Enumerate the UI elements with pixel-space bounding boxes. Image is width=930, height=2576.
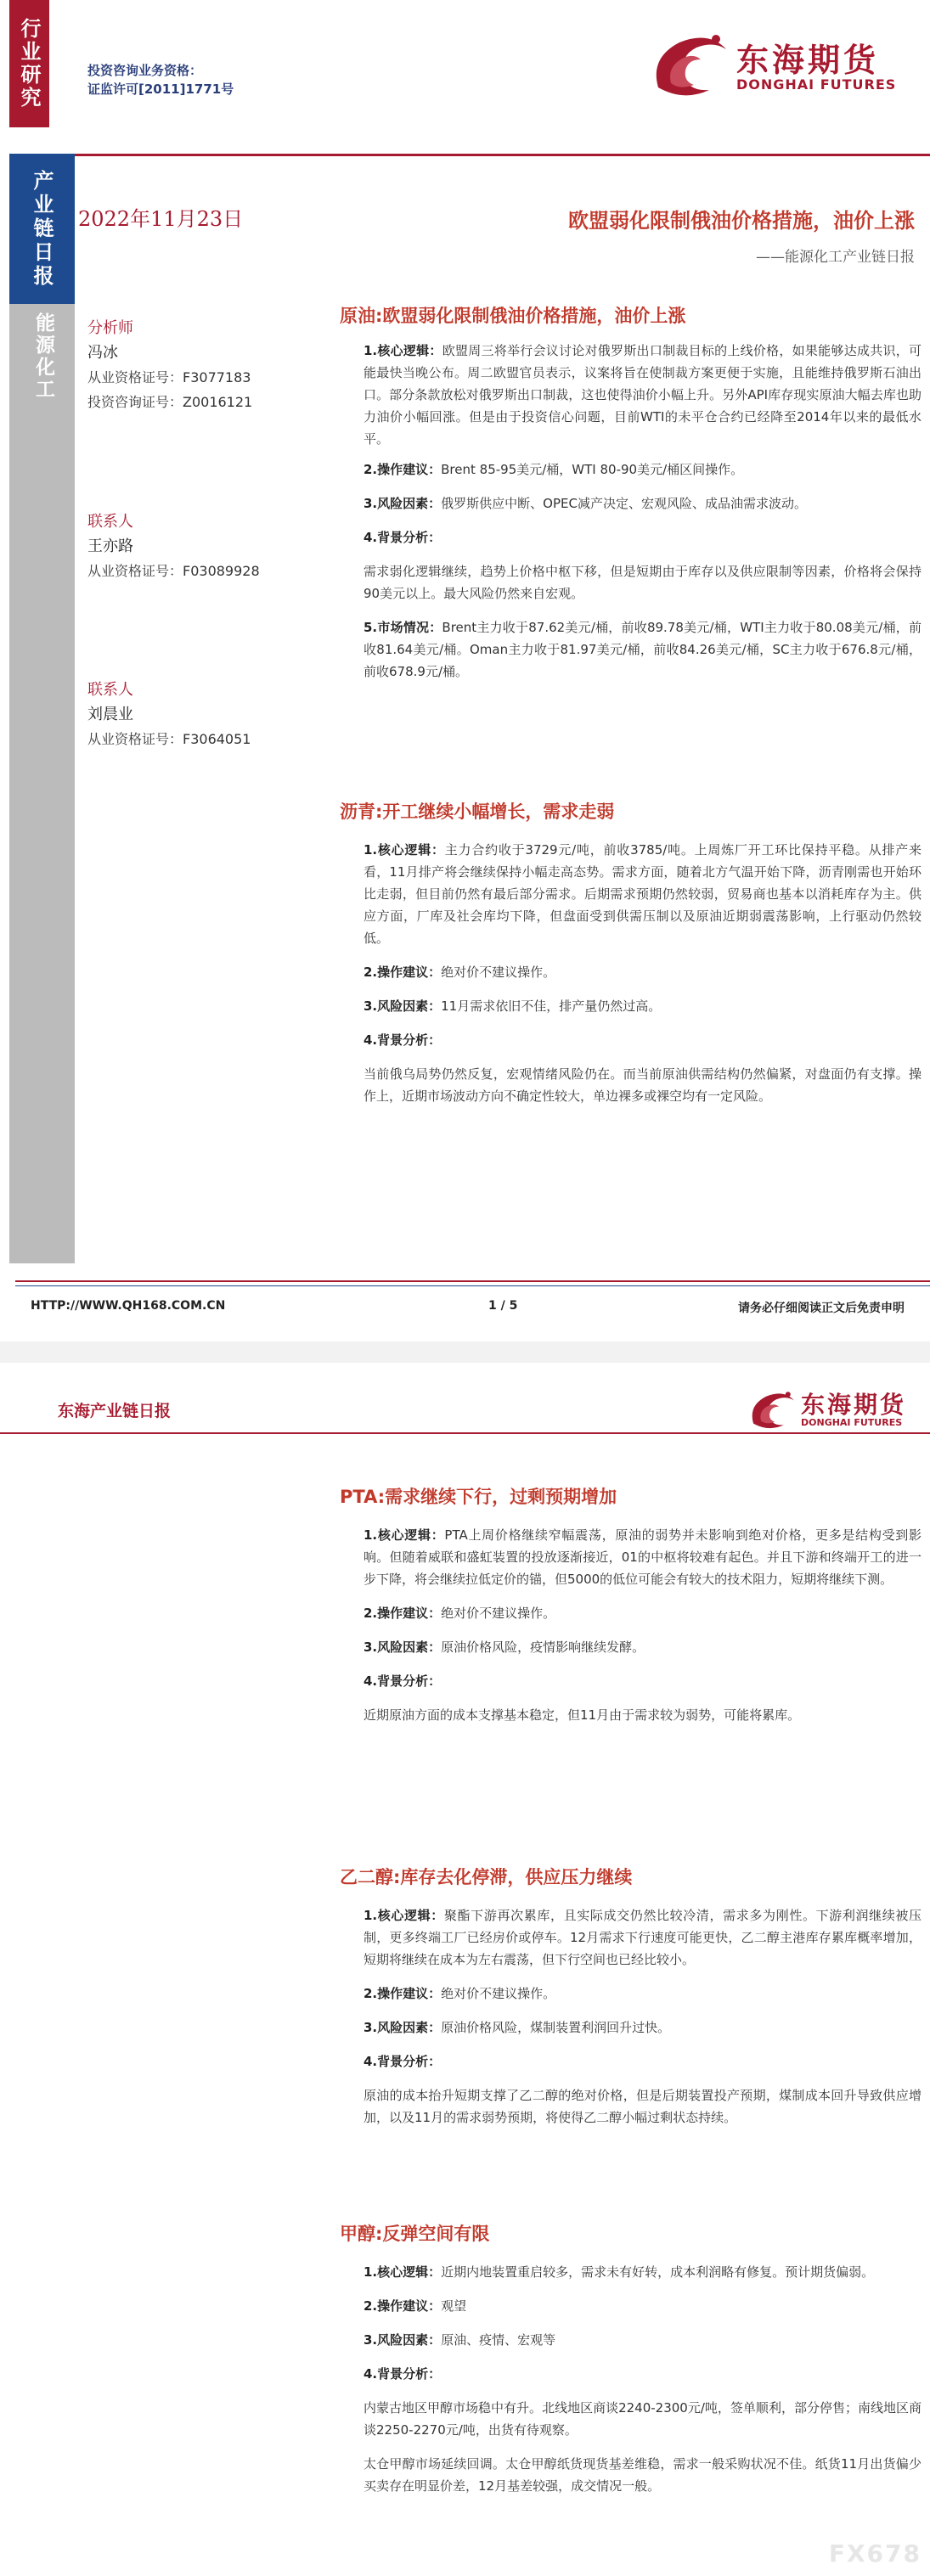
header-divider	[75, 154, 930, 156]
page-number: 1 / 5	[488, 1299, 518, 1313]
risk-factors	[340, 995, 922, 1017]
report-date: 2022年11月23日	[78, 207, 244, 231]
contact-name: 刘晨业	[87, 706, 133, 723]
core-logic-text: PTA上周价格继续窄幅震荡，原油的弱势并未影响到绝对价格，更多是结构受到影响。但随着威联和盛虹装置的投放逐渐接近，01的中枢将较难有起色。并且下游和终端开工的进一步下降，将会继续拉低定价的锚，但5000的低位可能会有较大的技术阻力，短期将继续下测。	[364, 1527, 922, 1587]
section-title: 沥青:开工继续小幅增长，需求走弱	[340, 801, 615, 822]
market-situation-text: Brent主力收于87.62美元/桶，前收89.78美元/桶，WTI主力收于80.08美元/桶，前收81.64美元/桶。Oman主力收于81.97美元/桶，前收84.26美元/桶，SC主力收于676.8元/桶，前收678.9元/桶。	[364, 620, 922, 679]
core-logic-text: 近期内地装置重启较多，需求未有好转，成本利润略有修复。预计期货偏弱。	[441, 2264, 875, 2280]
qualification-line: 证监许可[2011]1771号	[87, 82, 234, 97]
operation-advice	[340, 1602, 922, 1624]
donghai-logo	[641, 24, 922, 104]
contact-label: 联系人	[87, 513, 133, 531]
risk-factors-text: 原油价格风险，煤制装置利润回升过快。	[441, 2020, 671, 2035]
cert-number: 从业资格证号：F3077183	[87, 369, 251, 385]
core-logic	[340, 2261, 922, 2283]
risk-factors-text: 原油、疫情、宏观等	[441, 2332, 556, 2348]
market-situation	[340, 616, 922, 683]
watermark: FX678	[828, 2539, 922, 2568]
header-divider	[0, 1432, 930, 1434]
risk-factors-text: 11月需求依旧不佳，排产量仍然过高。	[441, 998, 662, 1014]
operation-advice	[340, 1983, 922, 2005]
background-label: 4.背景分析：	[364, 530, 442, 545]
meg-section	[340, 1864, 922, 2129]
risk-factors-label: 3.风险因素：	[364, 998, 442, 1014]
risk-factors	[340, 492, 922, 515]
background-text: 需求弱化逻辑继续，趋势上价格中枢下移，但是短期由于库存以及供应限制等因素，价格将会保持90美元以上。最大风险仍然来自宏观。	[364, 564, 922, 601]
operation-advice-label: 2.操作建议：	[364, 2298, 442, 2314]
asphalt-section	[340, 798, 922, 1107]
operation-advice-label: 2.操作建议：	[364, 1606, 442, 1621]
risk-factors-label: 3.风险因素：	[364, 2332, 442, 2348]
risk-factors-label: 3.风险因素：	[364, 496, 442, 511]
contact-block	[87, 678, 251, 751]
background-text: 内蒙古地区甲醇市场稳中有升。北线地区商谈2240-2300元/吨，签单顺利，部分停售；南线地区商谈2250-2270元/吨，出货有待观察。	[364, 2400, 922, 2438]
background-label: 4.背景分析：	[364, 2366, 442, 2382]
core-logic	[340, 1524, 922, 1590]
pta-section	[340, 1483, 922, 1726]
donghai-logo	[743, 1380, 922, 1439]
chain-daily-tab: 产业链日报	[9, 154, 75, 304]
core-logic-label: 1.核心逻辑：	[364, 842, 445, 858]
operation-advice-text: 绝对价不建议操作。	[441, 1986, 556, 2001]
contact-block	[87, 509, 260, 583]
footer-divider	[15, 1285, 930, 1286]
core-logic-label: 1.核心逻辑：	[364, 1527, 445, 1543]
risk-factors	[340, 1636, 922, 1658]
operation-advice	[340, 2295, 922, 2317]
core-logic-label: 1.核心逻辑：	[364, 2264, 442, 2280]
background-text: 近期原油方面的成本支撑基本稳定，但11月由于需求较为弱势，可能将累库。	[364, 1707, 801, 1723]
operation-advice-label: 2.操作建议：	[364, 1986, 442, 2001]
footer-divider	[15, 1280, 930, 1282]
core-logic-label: 1.核心逻辑：	[364, 343, 442, 358]
industry-research-tab: 行业研究	[9, 0, 49, 127]
report-subtitle: ——能源化工产业链日报	[756, 249, 915, 266]
operation-advice-text: 观望	[441, 2298, 467, 2314]
contact-label: 联系人	[87, 681, 133, 699]
operation-advice-text: 绝对价不建议操作。	[441, 965, 556, 980]
methanol-section	[340, 2220, 922, 2497]
market-situation-label: 5.市场情况：	[364, 620, 442, 635]
risk-factors	[340, 2016, 922, 2039]
background-label: 4.背景分析：	[364, 2054, 442, 2069]
background-text: 原油的成本抬升短期支撑了乙二醇的绝对价格，但是后期装置投产预期，煤制成本回升导致供应增加，以及11月的需求弱势预期，将使得乙二醇小幅过剩状态持续。	[364, 2088, 922, 2125]
operation-advice-label: 2.操作建议：	[364, 965, 442, 980]
operation-advice-label: 2.操作建议：	[364, 462, 442, 477]
analyst-label: 分析师	[87, 319, 133, 337]
core-logic-text: 欧盟周三将举行会议讨论对俄罗斯出口制裁目标的上线价格，如果能够达成共识，可能最快当晚公布。周二欧盟官员表示，议案将旨在使制裁方案更便于实施，且能维持俄罗斯石油出口。部分条款放松对俄罗斯出口制裁，这也使得油价小幅上升。另外API库存现实原油大幅去库也助力油价小幅回涨。但是由于投资信心问题，目前WTI的未平仓合约已经降至2014年以来的最低水平。	[364, 343, 922, 447]
cert-number: 投资咨询证号：Z0016121	[87, 394, 253, 410]
section-title: PTA:需求继续下行，过剩预期增加	[340, 1487, 617, 1507]
contact-name: 王亦路	[87, 537, 133, 555]
core-logic-text: 聚酯下游再次累库，且实际成交仍然比较冷清，需求多为刚性。下游利润继续被压制，更多终端工厂已经房价或停车。12月需求下行速度可能更快，乙二醇主港库存累库概率增加，短期将继续在成本为左右震荡，但下行空间也已经比较小。	[364, 1908, 922, 1967]
donghai-emblem-icon	[743, 1380, 799, 1439]
risk-factors-label: 3.风险因素：	[364, 2020, 442, 2035]
core-logic	[340, 1904, 922, 1971]
section-title: 甲醇:反弹空间有限	[340, 2224, 490, 2244]
logo-cn-text: 东海期货	[736, 41, 880, 79]
analyst-block	[87, 316, 252, 414]
qualification	[87, 61, 234, 98]
background-text: 太仓甲醇市场延续回调。太仓甲醇纸货现货基差维稳，需求一般采购状况不佳。纸货11月出货偏少买卖存在明显价差，12月基差较强，成交情况一般。	[364, 2456, 922, 2494]
energy-chem-label: 能源化工	[32, 312, 54, 401]
page-header-title: 东海产业链日报	[58, 1402, 172, 1420]
core-logic	[340, 839, 922, 949]
report-title: 欧盟弱化限制俄油价格措施，油价上涨	[568, 209, 915, 233]
risk-factors-label: 3.风险因素：	[364, 1640, 442, 1655]
background-text: 当前俄乌局势仍然反复，宏观情绪风险仍在。而当前原油供需结构仍然偏紧，对盘面仍有支撑。操作上，近期市场波动方向不确定性较大，单边裸多或裸空均有一定风险。	[364, 1066, 922, 1104]
qualification-line: 投资咨询业务资格：	[87, 63, 203, 78]
core-logic-text: 主力合约收于3729元/吨，前收3785/吨。上周炼厂开工环比保持平稳。从排产来看，11月排产将会继续保持小幅走高态势。需求方面，随着北方气温开始下降，沥青刚需也开始环比走弱，但目前仍然有最后部分需求。后期需求预期仍然较弱，贸易商也基本以消耗库存为主。供应方面，厂库及社会库均下降，但盘面受到供需压制以及原油近期弱震荡影响，上行驱动仍然较低。	[364, 842, 922, 946]
report-page-2	[0, 1363, 930, 2576]
logo-en-text: DONGHAI FUTURES	[736, 76, 897, 93]
donghai-emblem-icon	[641, 24, 735, 104]
background-label: 4.背景分析：	[364, 1673, 442, 1689]
background-label: 4.背景分析：	[364, 1032, 442, 1048]
risk-factors	[340, 2329, 922, 2351]
crude-section	[340, 302, 922, 683]
section-title: 原油:欧盟弱化限制俄油价格措施，油价上涨	[340, 306, 686, 326]
section-title: 乙二醇:库存去化停滞，供应压力继续	[340, 1867, 633, 1887]
risk-factors-text: 俄罗斯供应中断、OPEC减产决定、宏观风险、成品油需求波动。	[441, 496, 807, 511]
cert-number: 从业资格证号：F03089928	[87, 563, 260, 579]
operation-advice	[340, 961, 922, 983]
sidebar-grey	[9, 304, 75, 1263]
analyst-name: 冯冰	[87, 344, 118, 362]
operation-advice-text: 绝对价不建议操作。	[441, 1606, 556, 1621]
footer-url[interactable]: HTTP://WWW.QH168.COM.CN	[31, 1299, 226, 1313]
cert-number: 从业资格证号：F3064051	[87, 731, 251, 747]
risk-factors-text: 原油价格风险，疫情影响继续发酵。	[441, 1640, 645, 1655]
logo-en-text: DONGHAI FUTURES	[801, 1417, 903, 1428]
operation-advice	[340, 458, 922, 481]
core-logic	[340, 340, 922, 450]
logo-cn-text: 东海期货	[801, 1391, 907, 1419]
disclaimer-note: 请务必仔细阅读正文后免责申明	[738, 1302, 905, 1315]
operation-advice-text: Brent 85-95美元/桶，WTI 80-90美元/桶区间操作。	[441, 462, 744, 477]
core-logic-label: 1.核心逻辑：	[364, 1908, 444, 1923]
